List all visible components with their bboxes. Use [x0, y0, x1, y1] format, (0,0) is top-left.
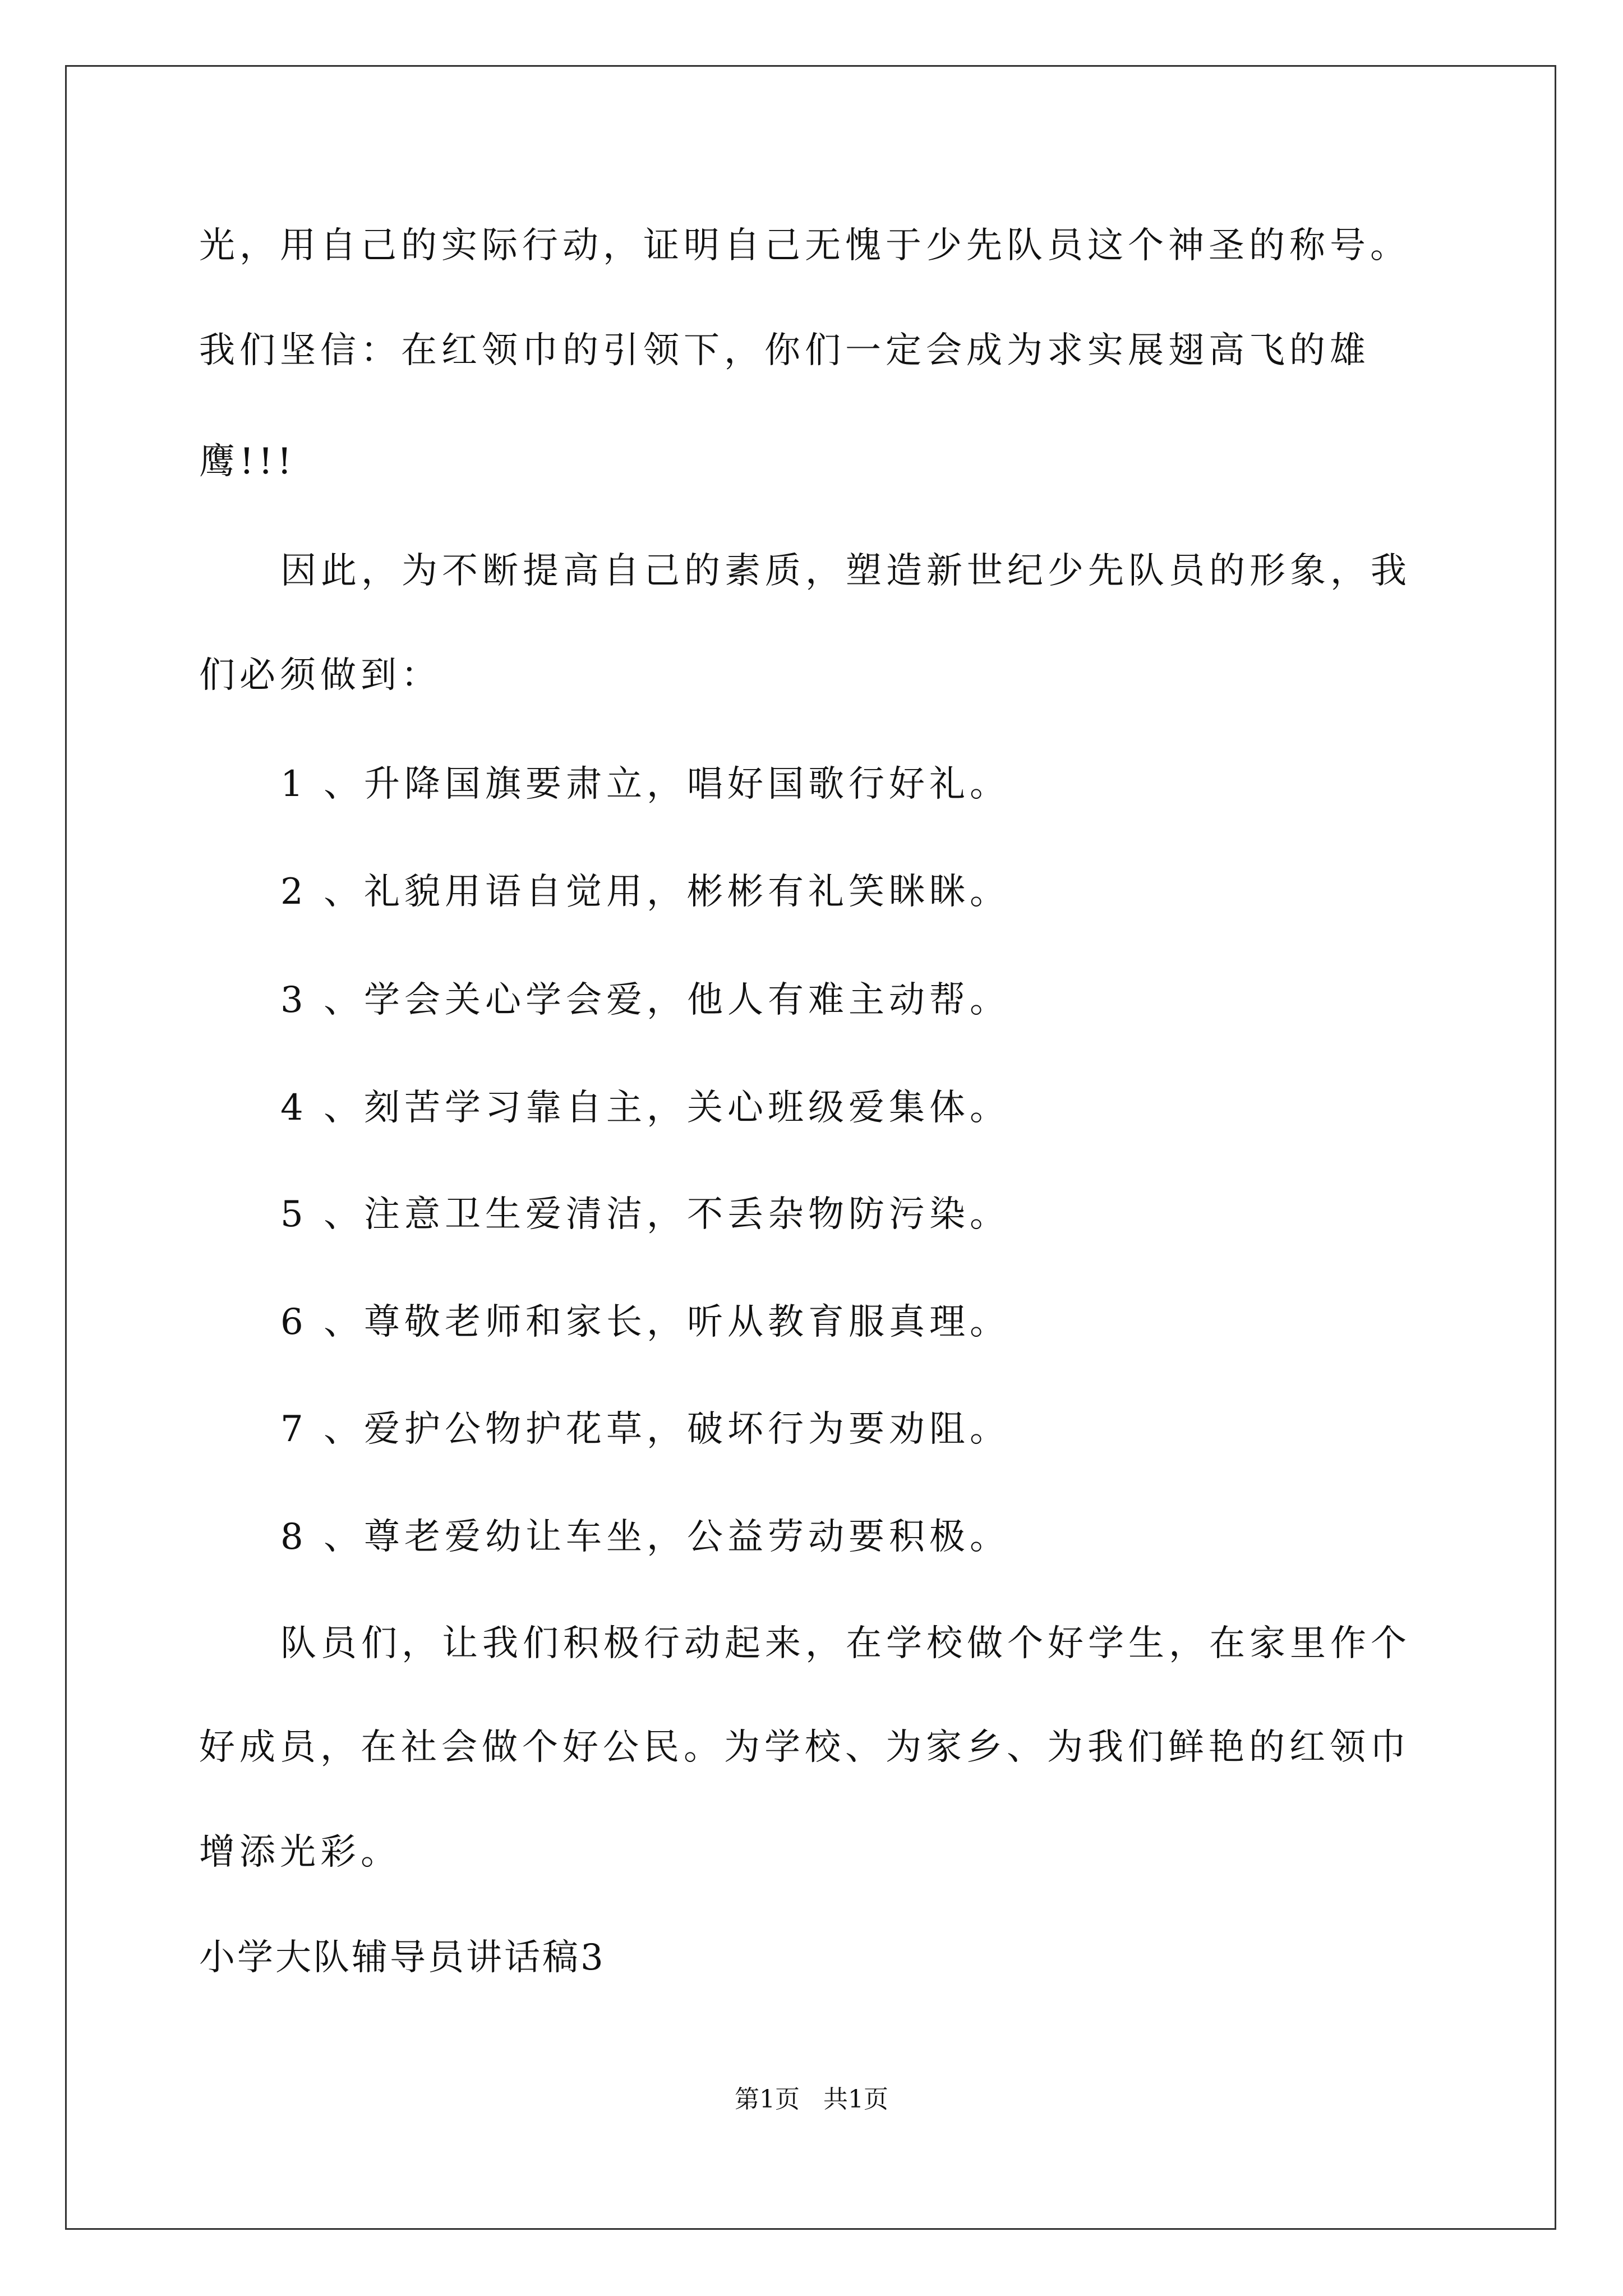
list-item: 1 、升降国旗要肃立，唱好国歌行好礼。 — [280, 763, 1011, 805]
paragraph-line: 光，用自己的实际行动，证明自己无愧于少先队员这个神圣的称号。 — [199, 225, 1410, 266]
list-item: 5 、注意卫生爱清洁，不丢杂物防污染。 — [280, 1194, 1011, 1235]
page-total: 共1页 — [823, 2085, 888, 2114]
paragraph-line: 增添光彩。 — [199, 1832, 401, 1873]
page-number: 第1页 — [735, 2085, 800, 2114]
list-item: 3 、学会关心学会爱，他人有难主动帮。 — [280, 979, 1011, 1021]
paragraph-line: 我们坚信：在红领巾的引领下，你们一定会成为求实展翅高飞的雄 — [199, 330, 1370, 371]
list-item: 4 、刻苦学习靠自主，关心班级爱集体。 — [280, 1087, 1011, 1129]
list-item: 7 、爱护公物护花草，破坏行为要劝阻。 — [280, 1409, 1011, 1450]
list-item: 8 、尊老爱幼让车坐，公益劳动要积极。 — [280, 1516, 1011, 1558]
list-item: 2 、礼貌用语自觉用，彬彬有礼笑眯眯。 — [280, 871, 1011, 913]
paragraph-line: 鹰!!! — [199, 441, 297, 482]
section-heading: 小学大队辅导员讲话稿3 — [199, 1937, 606, 1978]
paragraph-line: 们必须做到： — [199, 655, 441, 696]
paragraph-line: 好成员，在社会做个好公民。为学校、为家乡、为我们鲜艳的红领巾 — [199, 1727, 1410, 1768]
paragraph-line: 队员们，让我们积极行动起来，在学校做个好学生，在家里作个 — [280, 1623, 1411, 1664]
paragraph-line: 因此，为不断提高自己的素质，塑造新世纪少先队员的形象，我 — [280, 550, 1411, 592]
list-item: 6 、尊敬老师和家长，听从教育服真理。 — [280, 1301, 1011, 1343]
page-frame — [65, 65, 1556, 2230]
page-footer — [0, 2084, 1623, 2115]
